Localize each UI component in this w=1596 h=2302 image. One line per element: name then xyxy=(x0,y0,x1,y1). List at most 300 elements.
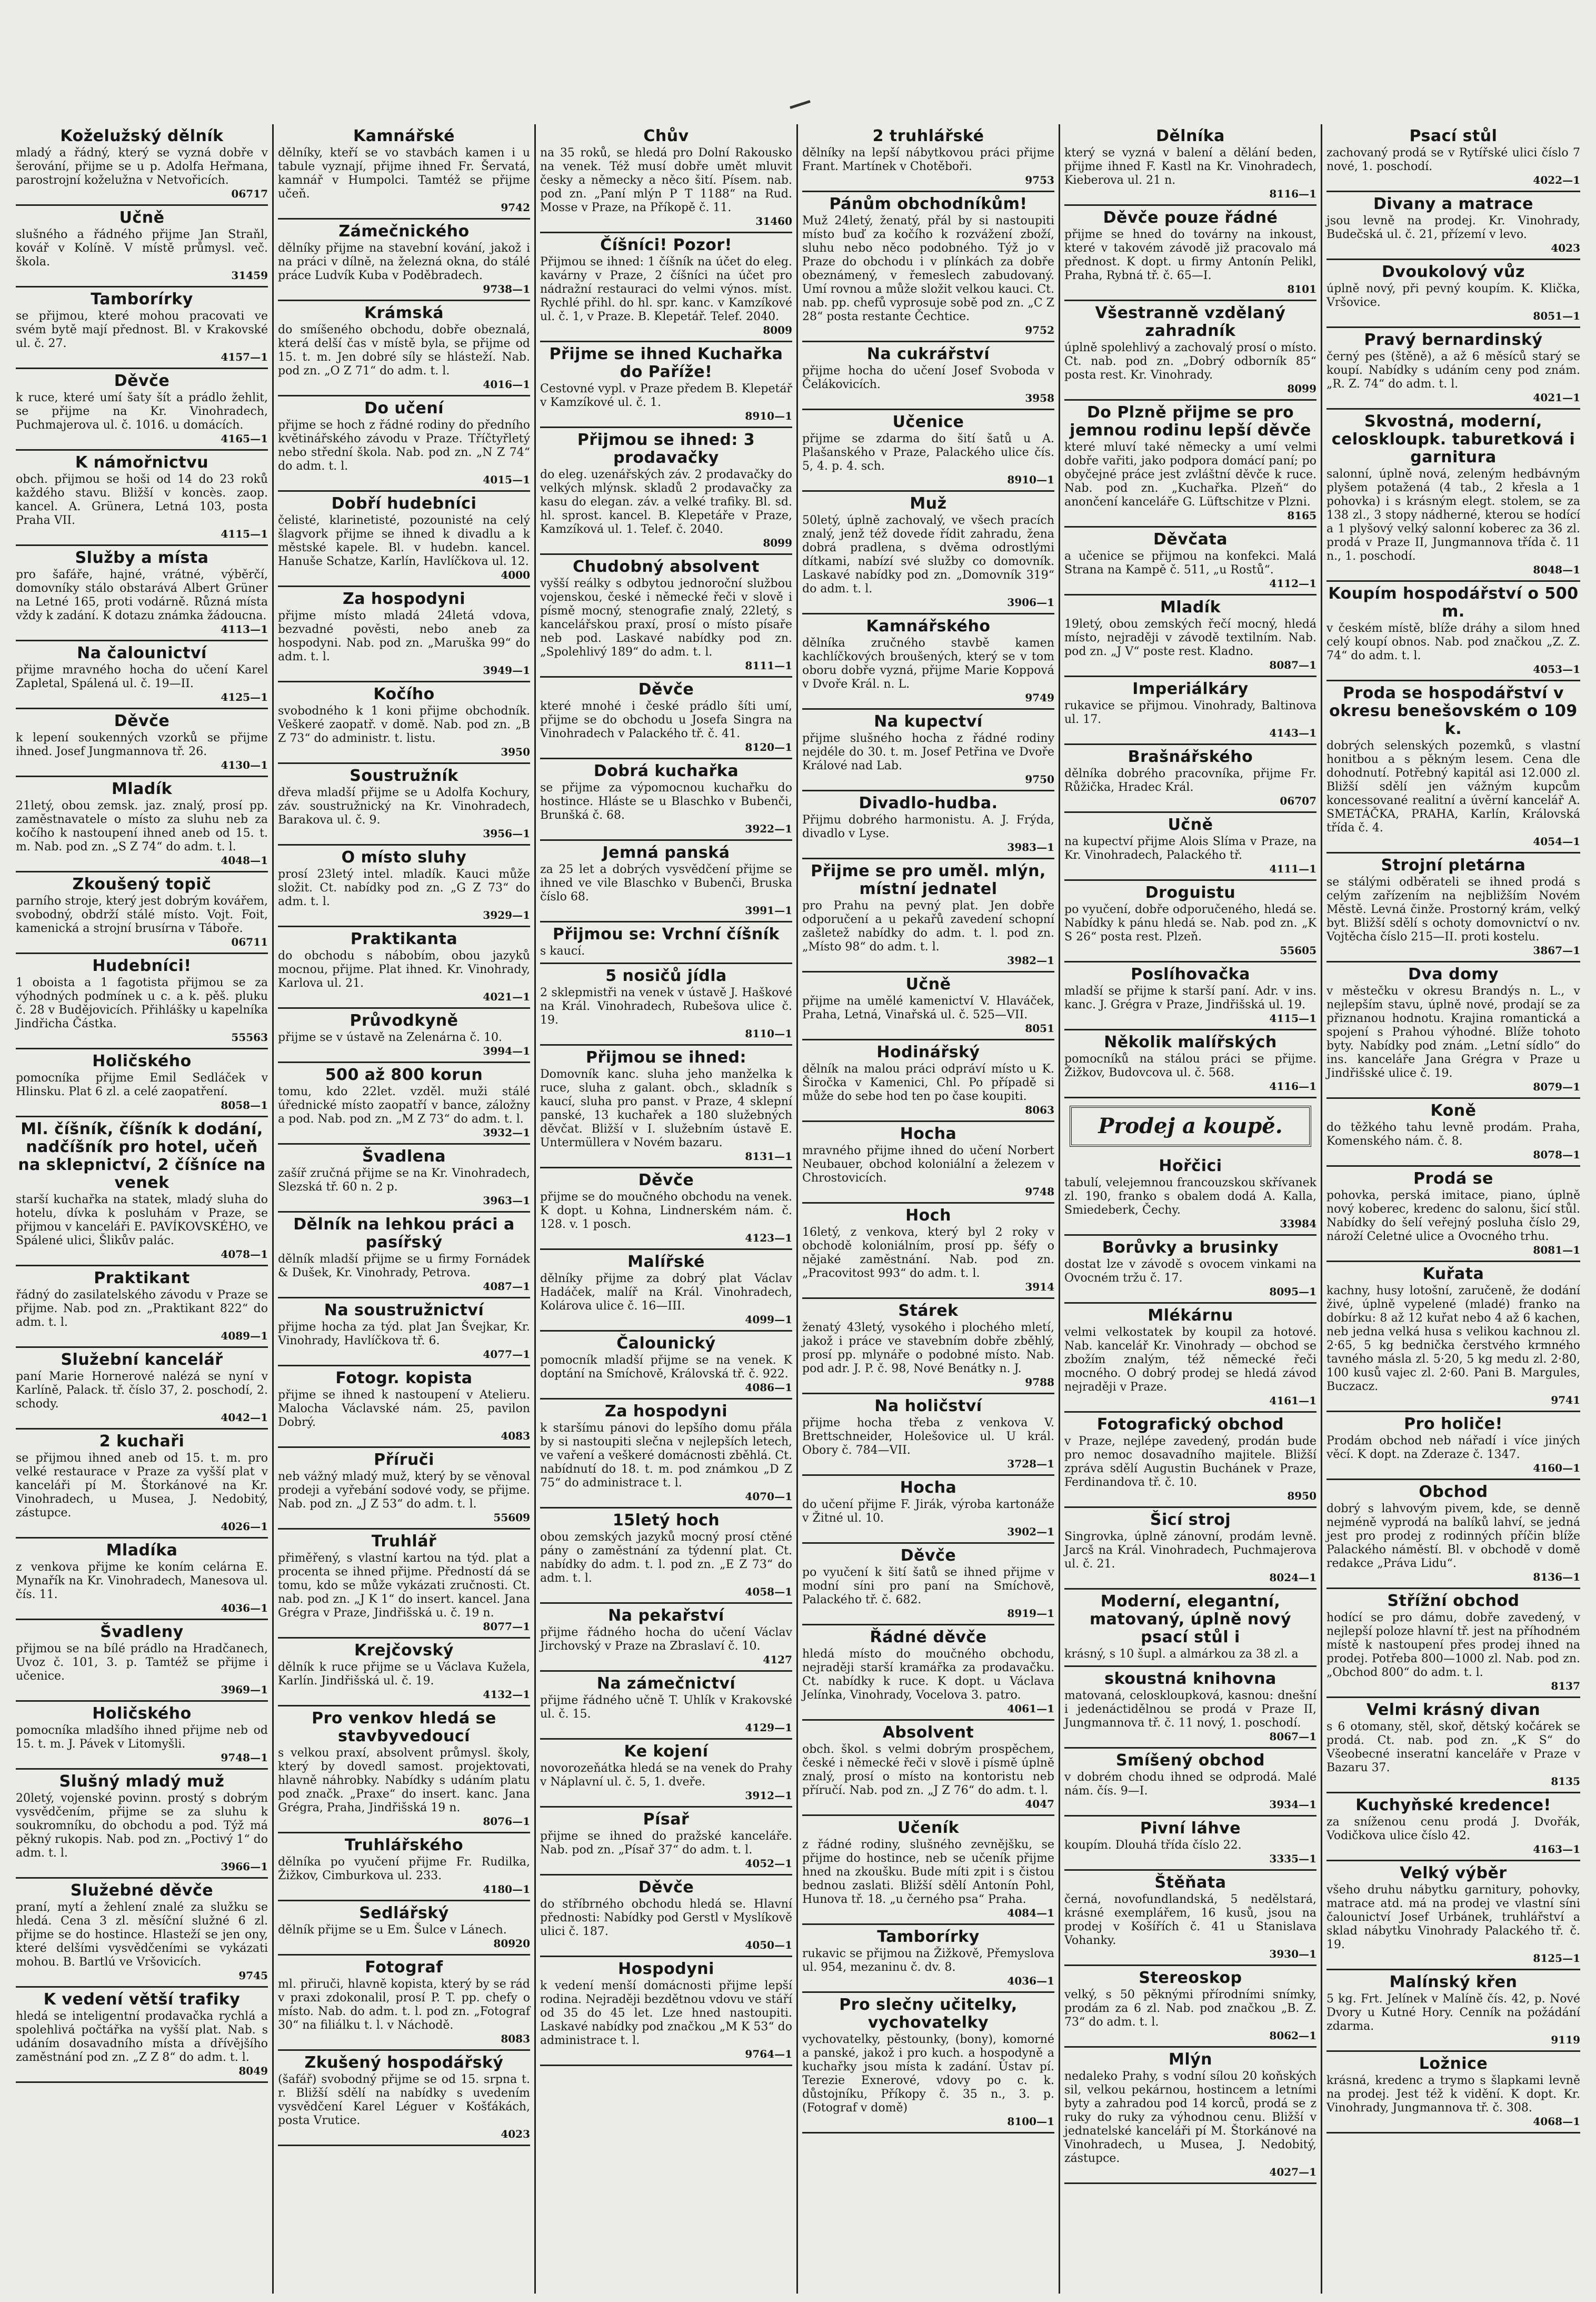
classified-ad xyxy=(802,124,1054,192)
classified-ad xyxy=(1064,677,1316,745)
classified-ad xyxy=(16,1702,268,1770)
classified-ad xyxy=(278,1833,530,1901)
ad-title: Strojní pletárna xyxy=(1381,856,1526,875)
ad-body: hledá místo do moučného obchodu, nejraději starší kramářka za prodavačku. Ct. nabídky k ruce. K dopt. u Václava Jelínka, Vinohrady, Vocelova 3. patro. xyxy=(802,1648,1054,1702)
classified-ad xyxy=(802,1040,1054,1122)
ad-title: Služby a místa xyxy=(75,549,209,567)
ad-title: Na holičství xyxy=(874,1397,982,1415)
ad-code: 4048—1 xyxy=(221,854,268,867)
classified-ad xyxy=(1064,1030,1316,1098)
ad-title: Hudebníci! xyxy=(92,957,192,975)
ad-title: 500 až 800 korun xyxy=(325,1066,483,1084)
ad-title: 15letý hoch xyxy=(612,1511,720,1530)
ad-code: 31460 xyxy=(755,215,792,227)
classified-ad xyxy=(1326,1698,1580,1793)
ad-title: Zkušený hospodářský xyxy=(304,2053,504,2072)
classified-ad xyxy=(16,1348,268,1430)
ad-code: 4111—1 xyxy=(1269,862,1316,875)
classified-ad xyxy=(278,220,530,301)
ad-code: 8165 xyxy=(1287,509,1316,522)
ad-body: přijmou se na bílé prádlo na Hradčanech, Uvoz č. 101, 3. p. Tamtéž se přijme i učenice. xyxy=(16,1642,268,1683)
classified-ad xyxy=(540,1957,792,2066)
ad-code: 80920 xyxy=(493,1937,530,1950)
ad-code: 4077—1 xyxy=(483,1348,530,1361)
classified-ad xyxy=(1326,963,1580,1099)
ad-body: pohovka, perská imitace, piano, úplně nový koberec, kredenc do salonu, šicí stůl. Nabídky do šelí veřejný posluha číslo 29, nároží Celetné ulice a Ovocného trhu. xyxy=(1326,1189,1580,1243)
classified-ad xyxy=(540,428,792,555)
ad-body: dobrý s lahvovým pivem, kde, se denně nejméně vyprodá na balíků lahví, se jedná jest pro prodej z rodinných příčin blíže Palackého náměstí. Bl. v obchodě v domě redakce „Práva Lidu“. xyxy=(1326,1502,1580,1570)
ad-code: 31459 xyxy=(231,269,268,282)
ad-code: 4157—1 xyxy=(221,351,268,363)
ad-code: 8078—1 xyxy=(1533,1148,1580,1161)
ad-title: Proda se hospodářství v okresu benešovském o 109 k. xyxy=(1329,684,1578,738)
ad-code: 3902—1 xyxy=(1007,1525,1054,1538)
ad-code: 4036—1 xyxy=(221,1602,268,1614)
ad-title: Kočího xyxy=(373,685,435,703)
ad-body: všeho druhu nábytku garnitury, pohovky, matrace atd. má na prodej ve vlastní síni čalounictví Josef Urbánek, truhlářství a sklad nábytku Vinohrady Palackého tř. č. 19. xyxy=(1326,1883,1580,1951)
ad-code: 8079—1 xyxy=(1533,1080,1580,1093)
column-5 xyxy=(1060,124,1322,2294)
ad-title: Hocha xyxy=(900,1479,957,1497)
ad-code: 4089—1 xyxy=(221,1329,268,1342)
ad-code: 4087—1 xyxy=(483,1280,530,1293)
classified-ad xyxy=(16,641,268,709)
ad-body: k staršímu pánovi do lepšího domu přála by si nastoupiti slečna v nejlepších letech, ve vaření a veškeré domácnosti zběhlá. Ct. nabídnutí do 18. t. m. pod známkou „D Z 75“ do administrace t. l. xyxy=(540,1422,792,1490)
ad-body: přijme se zdarma do šití šatů u A. Plašanského v Praze, Palackého ulice čís. 5, 4. p. 4. sch. xyxy=(802,432,1054,473)
classified-ad xyxy=(540,233,792,342)
classified-ad xyxy=(540,342,792,428)
ad-title: Skvostná, moderní, celoskloupk. taburetková i garnitura xyxy=(1331,412,1575,467)
ad-code: 4163—1 xyxy=(1533,1843,1580,1856)
ad-body: praní, mytí a žehlení znalé za služku se hledá. Cena 3 zl. měsíční služné 6 zl. přijme se do hostince. Hlasteží se jen ony, které delšími vysvědčeními se vykázati mohou. B. Bartlú ve Vršovicích. xyxy=(16,1901,268,1969)
ad-title: Koželužský dělník xyxy=(60,127,224,145)
ad-body: 2 sklepmistři na venek v ústavě J. Haškové na Král. Vinohradech, Rubešova ulice č. 19. xyxy=(540,986,792,1027)
classified-ad xyxy=(16,546,268,641)
ad-code: 8910—1 xyxy=(1007,473,1054,486)
classified-ad xyxy=(1064,528,1316,596)
ad-code: 9748—1 xyxy=(221,1751,268,1764)
ad-body: zašíř zručná přijme se na Kr. Vinohradech, Slezská tř. 60 n. 2 p. xyxy=(278,1167,530,1194)
ad-body: novorozeňátka hledá se na venek do Prahy v Náplavní ul. č. 5, 1. dveře. xyxy=(540,1762,792,1789)
ad-body: velký, s 50 pěknými přírodními snímky, prodám za 6 zl. Nab. pod značkou „B. Z. 73“ do adm. t. l. xyxy=(1064,1988,1316,2029)
classified-ad xyxy=(278,846,530,927)
ad-code: 33984 xyxy=(1280,1217,1316,1230)
ad-body: přijme hocha třeba z venkova V. Brettschneider, Holešovice ul. U král. Obory č. 784—VII. xyxy=(802,1416,1054,1457)
classified-ad xyxy=(1064,1304,1316,1413)
ad-code: 4023 xyxy=(501,2128,530,2140)
ad-title: Přijmou se ihned: 3 prodavačky xyxy=(577,431,755,467)
ad-code: 8048—1 xyxy=(1533,563,1580,576)
ad-title: Praktikanta xyxy=(350,930,458,948)
ad-code: 4022—1 xyxy=(1533,174,1580,186)
ad-body: rukavic se přijmou na Žižkově, Přemyslova ul. 954, mezaninu č. dv. 8. xyxy=(802,1947,1054,1974)
ad-title: Děvče xyxy=(114,712,170,730)
ad-body: krásná, kredenc a trymo s šlapkami levně na prodej. Jest též k vidění. K dopt. Kr. Vinohrady, Jungmannova tř. č. 308. xyxy=(1326,2074,1580,2115)
classified-ad xyxy=(540,555,792,678)
ad-code: 06711 xyxy=(231,936,268,948)
ad-code: 3728—1 xyxy=(1007,1457,1054,1470)
ad-code: 4023 xyxy=(1551,242,1580,254)
ad-title: Sedlářský xyxy=(359,1904,449,1922)
ad-title: Kuřata xyxy=(1422,1265,1484,1283)
ad-body: velmi velkostatek by koupil za hotové. Nab. kancelář Kr. Vinohrady — obchod se zbožím znalým, též německé řeči mocného. O dobrý prodej se hledá závod nejraději v Praze. xyxy=(1064,1326,1316,1394)
classified-ad xyxy=(540,841,792,922)
ad-title: Několik malířských xyxy=(1104,1033,1277,1051)
ad-code: 8910—1 xyxy=(745,410,792,422)
ad-code: 4070—1 xyxy=(745,1490,792,1503)
ad-body: nedaleko Prahy, s vodní sílou 20 koňských sil, velkou pekárnou, hostincem a letními byty a zahradou pod 14 korců, prodá se z ruky do ruky za výhodnou cenu. Bližší v jednatelské kanceláři pí M. Štorkánové na Vinohradech, u Musea, J. Nedobitý, zástupce. xyxy=(1064,2070,1316,2165)
ad-title: K námořnictvu xyxy=(75,453,209,472)
ad-code: 4027—1 xyxy=(1269,2166,1316,2178)
ad-title: Pro venkov hledá se stavbyvedoucí xyxy=(312,1709,496,1745)
classified-ad xyxy=(16,1117,268,1266)
ad-title: Děvče xyxy=(638,1878,694,1897)
classified-ad xyxy=(278,301,530,396)
ad-title: Přijmou se ihned: xyxy=(586,1048,746,1067)
classified-ad xyxy=(278,1009,530,1063)
ad-body: přiměřený, s vlastní kartou na týd. plat a procenta se ihned přijme. Předností dá se tomu, kdo se může vykázati zručnosti. Ct. nab. pod zn. „J K 1“ do insert. kancel. Jana Grégra v Praze, Jindřišská u. č. 19 n. xyxy=(278,1552,530,1620)
ad-title: Muž xyxy=(910,494,947,513)
ad-code: 8049 xyxy=(238,2065,268,2077)
classified-ad xyxy=(278,1901,530,1956)
ad-code: 8099 xyxy=(1287,382,1316,395)
ad-title: Přijmou se: Vrchní číšník xyxy=(553,925,780,944)
ad-code: 8063 xyxy=(1025,1104,1054,1116)
classified-ad xyxy=(1326,1167,1580,1262)
ad-title: Na pekařství xyxy=(608,1606,724,1625)
ad-title: Smíšený obchod xyxy=(1115,1751,1265,1770)
classified-ad xyxy=(16,709,268,777)
ad-title: Do učení xyxy=(364,399,444,418)
ad-code: 4143—1 xyxy=(1269,727,1316,739)
ad-body: se přijme za výpomocnou kuchařku do hostince. Hláste se u Blaschko v Bubenči, Brunšká č. 68. xyxy=(540,781,792,822)
ad-code: 9764—1 xyxy=(745,2048,792,2060)
ad-body: hledá se inteligentní prodavačka rychlá a spolehlivá počtářka na vyšší plat. Nab. s udáním dosavadního místa a dřívějšího zaměstnání pod zn. „Z Z 8“ do adm. t. l. xyxy=(16,2010,268,2064)
ad-code: 3932—1 xyxy=(483,1126,530,1139)
classified-columns xyxy=(12,124,1584,2294)
classified-ad xyxy=(802,1925,1054,1993)
ad-code: 8136—1 xyxy=(1533,1571,1580,1583)
ad-code: 8024—1 xyxy=(1269,1571,1316,1584)
ad-body: neb vážný mladý muž, který by se věnoval prodeji a vyřebání sodové vody, se přijme. Nab. pod zn. „J Z 53“ do adm. t. l. xyxy=(278,1470,530,1511)
ad-title: Pro slečny učitelky, vychovatelky xyxy=(839,1996,1018,2032)
classified-ad xyxy=(802,492,1054,614)
ad-code: 4116—1 xyxy=(1269,1080,1316,1093)
ad-title: Děvče pouze řádné xyxy=(1103,209,1278,227)
ad-body: dělníky přijme na stavební kování, jakož i na práci v dílně, na železná okna, do stálé práce Ludvík Kuba v Poděbradech. xyxy=(278,242,530,282)
ad-body: do eleg. uzenářských záv. 2 prodavačky do velkých mlýnsk. skladů 2 prodavačky za kasu do elegan. záv. a velké trafiky. Bl. sd. hl. sprost. kancel. B. Klepetáře v Praze, Kamzíková ul. 1. Telef. č. 2040. xyxy=(540,468,792,536)
ad-body: a učenice se přijmou na konfekci. Malá Strana na Kampě č. 511, „u Rostů“. xyxy=(1064,550,1316,577)
ad-title: Čalounický xyxy=(616,1334,716,1353)
ad-code: 9119 xyxy=(1551,2033,1580,2046)
ad-code: 8116—1 xyxy=(1269,187,1316,200)
classified-ad xyxy=(278,396,530,492)
classified-ad xyxy=(1326,124,1580,192)
ad-body: ml. přiruči, hlavně kopista, který by se rád v praxi zdokonalil, prosí P. T. pp. chefy o místo. Nab. do adm. t. l. pod zn. „Fotograf 30“ na filiálku t. l. v Náchodě. xyxy=(278,1978,530,2032)
ad-body: k ruce, které umí šaty šít a prádlo žehlit, se přijme na Kr. Vinohradech, Puchmajerova ul. č. 1016. u domácích. xyxy=(16,391,268,432)
ad-body: do stříbrného obchodu hledá se. Hlavní přednosti: Nabídky pod Gerstl v Myslíkově ulici č. 187. xyxy=(540,1898,792,1938)
ad-title: Chudobný absolvent xyxy=(573,558,760,576)
ad-code: 06707 xyxy=(1280,795,1316,807)
ad-body: Singrovka, úplně zánovní, prodám levně. Jarcš na Král. Vinohradech, Puchmajerova ul. č. 21. xyxy=(1064,1530,1316,1571)
classified-ad xyxy=(1326,1262,1580,1412)
classified-ad xyxy=(540,678,792,759)
ad-body: v českém místě, blíže dráhy a silom hned celý koupí obnos. Nab. pod značkou „Z. Z. 74“ do adm. t. l. xyxy=(1326,622,1580,662)
ad-code: 4083 xyxy=(501,1430,530,1442)
ad-title: Na čalounictví xyxy=(77,644,207,662)
ad-title: 2 kuchaři xyxy=(99,1432,185,1451)
ad-title: Fotogr. kopista xyxy=(335,1369,473,1387)
ad-code: 4050—1 xyxy=(745,1939,792,1951)
ad-code: 4052—1 xyxy=(745,1857,792,1870)
classified-ad xyxy=(1326,410,1580,582)
ad-body: který se vyzná v balení a dělání beden, přijme ihned F. Kastl na Kr. Vinohradech, Kieberova ul. 21 n. xyxy=(1064,146,1316,187)
ad-code: 9738—1 xyxy=(483,283,530,295)
classified-ad xyxy=(540,1876,792,1957)
ad-title: Truhlář xyxy=(371,1532,437,1551)
ad-code: 8077—1 xyxy=(483,1620,530,1633)
ad-body: dělník k ruce přijme se u Václava Kužela, Karlín. Jindřišská ul. č. 19. xyxy=(278,1661,530,1688)
ad-title: Brašnářského xyxy=(1128,748,1253,766)
ad-title: Číšníci! Pozor! xyxy=(600,236,732,254)
ad-title: Ml. číšník, číšník k dodání, nadčíšník pro hotel, učeň na sklepnictví, 2 číšníce na venek xyxy=(18,1120,266,1192)
ad-body: mladý a řádný, který se vyzná dobře v šerování, přijme se u p. Adolfa Heřmana, parostrojní koželužna v Netvořicích. xyxy=(16,146,268,187)
ad-code: 55609 xyxy=(493,1511,530,1524)
ad-title: Štěňata xyxy=(1154,1873,1226,1892)
classified-ad xyxy=(540,1046,792,1168)
ad-title: Holičského xyxy=(92,1052,192,1070)
ad-title: Pánům obchodníkům! xyxy=(829,195,1028,213)
ad-body: tomu, kdo 22let. vzděl. muži stálé úřednické místo zaopatří v bance, záložny a pod. Nab. pod zn. „M Z 73“ do adm. t. l. xyxy=(278,1085,530,1126)
ad-title: Mlýn xyxy=(1168,2050,1213,2069)
column-4 xyxy=(798,124,1060,2294)
classified-ad xyxy=(802,1394,1054,1476)
classified-ad xyxy=(540,1400,792,1509)
classified-ad xyxy=(1064,301,1316,401)
ad-title: Hodinářský xyxy=(876,1043,980,1061)
classified-ad xyxy=(1064,124,1316,206)
ad-title: Truhlářského xyxy=(344,1836,464,1854)
ad-code: 3982—1 xyxy=(1007,954,1054,967)
ad-body: úplně spolehlivý a zachovalý prosí o místo. Ct. nab. pod zn. „Dobrý odborník 85“ posta rest. Kr. Vinohrady. xyxy=(1064,341,1316,382)
ad-body: (šafář) svobodný přijme se od 15. srpna t. r. Bližší sdělí na nabídky s uvedením vysvědčení Karel Léguer v Košťákách, posta Vrutice. xyxy=(278,2073,530,2127)
ad-title: Malínský křen xyxy=(1389,1973,1518,1991)
ad-code: 8099 xyxy=(763,537,792,549)
ad-body: za 25 let a dobrých vysvědčení přijme se ihned ve vile Blaschko v Bubenči, Bruska číslo 68. xyxy=(540,863,792,904)
ad-body: dělník mladší přijme se u firmy Fornádek & Dušek, Kr. Vinohrady, Petrova. xyxy=(278,1253,530,1279)
classified-ad xyxy=(802,192,1054,342)
ad-code: 8919—1 xyxy=(1007,1607,1054,1620)
ad-code: 3966—1 xyxy=(221,1860,268,1873)
ad-title: Děvče xyxy=(638,680,694,699)
ad-code: 8095—1 xyxy=(1269,1285,1316,1298)
ad-code: 8009 xyxy=(763,324,792,336)
ad-body: dělník na malou práci odpráví místo u K. Širočka v Kamenici, Chl. Po případě si může do sebe hod ten po čase koupiti. xyxy=(802,1063,1054,1103)
classified-ad xyxy=(802,1299,1054,1394)
classified-ad xyxy=(802,1544,1054,1625)
ad-title: Učně xyxy=(905,975,951,994)
classified-ad xyxy=(802,1816,1054,1925)
ad-code: 3929—1 xyxy=(483,909,530,921)
ad-body: černá, novofundlandská, 5 nedělstará, krásné exemplářem, 16 kusů, jsou na prodej v Košířích č. 41 u Stanislava Vohanky. xyxy=(1064,1893,1316,1947)
ad-body: 20letý, vojenské povinn. prostý s dobrým vysvědčením, přijme se za sluhu k soukromníku, do obchodu a pod. Týž má pěkný rukopis. Nab. pod zn. „Poctivý 1“ do adm. t. l. xyxy=(16,1792,268,1860)
classified-ad xyxy=(802,342,1054,410)
ad-title: Dva domy xyxy=(1408,965,1499,984)
ad-code: 3994—1 xyxy=(483,1045,530,1057)
column-1 xyxy=(12,124,274,2294)
ad-title: Na kupectví xyxy=(874,712,983,731)
ad-body: řádný do zasilatelského závodu v Praze se přijme. Nab. pod zn. „Praktikant 822“ do adm. t. l. xyxy=(16,1288,268,1329)
ad-title: Mladíka xyxy=(106,1541,178,1560)
ad-code: 8110—1 xyxy=(745,1027,792,1040)
ad-body: dělníky na lepší nábytkovou práci přijme Frant. Martínek v Chotěboři. xyxy=(802,146,1054,173)
ad-code: 3949—1 xyxy=(483,664,530,677)
classified-ad xyxy=(1326,1099,1580,1167)
ad-title: Švadlena xyxy=(362,1147,446,1166)
ad-code: 4021—1 xyxy=(1533,391,1580,404)
ad-title: Zkoušený topič xyxy=(72,875,212,894)
ad-title: 2 truhlářské xyxy=(872,127,984,145)
classified-ad xyxy=(540,922,792,964)
classified-ad xyxy=(278,1145,530,1213)
ad-body: Domovník kanc. sluha jeho manželka k ruce, sluha z galant. obch., skladník s kaucí, sluha pro panst. v Praze, 4 sklepní panské, 13 kuchařek a 180 služebných děvčat. Bližší v I. služebním ústavě E. Untermüllera v Novém bazaru. xyxy=(540,1068,792,1149)
ad-title: Dvoukolový vůz xyxy=(1381,263,1525,281)
ad-body: parního stroje, který jest dobrým kovářem, svobodný, obdrží stálé místo. Vojt. Foit, kamenická a strojní brusírna v Táboře. xyxy=(16,895,268,935)
ad-title: Borůvky a brusinky xyxy=(1102,1238,1279,1257)
ad-code: 8062—1 xyxy=(1269,2029,1316,2042)
ad-body: matovaná, celoskloupková, kasnou: dnešní i jedenáctidělnou se prodá v Praze II, Jungmannova tř. č. 11 nový, 1. poschodí. xyxy=(1064,1689,1316,1730)
ad-title: Absolvent xyxy=(882,1723,974,1742)
ad-code: 4068—1 xyxy=(1533,2115,1580,2128)
ad-body: úplně nový, při pevný koupím. K. Klička, Vršovice. xyxy=(1326,282,1580,309)
classified-ad xyxy=(16,451,268,546)
ad-code: 8135 xyxy=(1551,1775,1580,1788)
ad-title: Na soustružnictví xyxy=(324,1301,484,1319)
ad-title: Jemná panská xyxy=(602,844,730,862)
ad-body: v městečku v okresu Brandýs n. L., v nejlepším stavu, úplně nové, prodají se za přiznanou hodnotu. Krajina romantická a spojení s Prahou výhodné. Blíže tohoto byty. Nabídky pod znám. „Letní sídlo“ do ins. kanceláře Jana Grégra v Praze u Jindřišské ulice č. 19. xyxy=(1326,985,1580,1080)
ad-code: 3963—1 xyxy=(483,1194,530,1207)
classified-ad xyxy=(16,1988,268,2083)
ad-body: s kaucí. xyxy=(540,945,585,958)
ad-code: 4099—1 xyxy=(745,1313,792,1326)
ad-body: Přijmu dobrého harmonistu. A. J. Frýda, divadlo v Lyse. xyxy=(802,813,1054,840)
ad-body: po vyučení, dobře odporučeného, hledá se. Nabídky k pánu hledá se. Nab. pod zn. „K S 26“ posta rest. Plzeň. xyxy=(1064,903,1316,944)
classified-ad xyxy=(1064,1413,1316,1508)
ad-title: Stárek xyxy=(898,1302,959,1320)
ad-code: 4086—1 xyxy=(745,1381,792,1394)
ad-body: přijme se do moučného obchodu na venek. K dopt. u Kohna, Lindnerském nám. č. 128. v. 1 posch. xyxy=(540,1190,792,1231)
ad-code: 3950 xyxy=(501,746,530,758)
ad-title: Do Plzně přijme se pro jemnou rodinu lepší děvče xyxy=(1070,403,1311,440)
ad-body: krásný, s 10 šupl. a almárkou za 38 zl. a xyxy=(1064,1648,1299,1661)
ad-title: 5 nosičů jídla xyxy=(605,967,727,985)
ad-title: Za hospodyni xyxy=(342,590,466,608)
ad-code: 8137 xyxy=(1551,1680,1580,1692)
ad-code: 9748 xyxy=(1025,1185,1054,1198)
classified-ad xyxy=(278,1213,530,1298)
ad-code: 4165—1 xyxy=(221,432,268,445)
classified-ad xyxy=(540,964,792,1046)
ad-body: přijme se ihned do pražské kanceláře. Nab. pod zn. „Písař 37“ do adm. t. l. xyxy=(540,1830,792,1857)
ad-body: obou zemských jazyků mocný prosí ctěné pány o zaměstnání za týdenní plat. Ct. nabídky do adm. t. l. pod zn. „E Z 73“ do adm. t. l. xyxy=(540,1531,792,1585)
classified-ad xyxy=(1326,328,1580,410)
ad-body: 50letý, úplně zachovalý, ve všech pracích znalý, jenž též dovede řídit zahradu, žena dobrá pradlena, s dvěma odrostlými dítkami, nabízí své služby co domovník. Laskavé nabídky pod zn. „Domovník 319“ do adm. t. l. xyxy=(802,514,1054,596)
ad-body: dělníka zručného stavbě kamen kachlíčkových broušených, který se v tom oboru dobře vyzná, přijme Marie Koppová v Dvoře Král. n. L. xyxy=(802,637,1054,691)
classified-ad xyxy=(802,710,1054,791)
ad-body: salonní, úplně nová, zeleným hedbávným plyšem potažená (4 tab., 2 křesla a 1 pohovka) i s krásným elegt. stolem, se za 138 zl., 3 stopy nádherné, kterou se hodící a 1 plyšový velký salonní koberec za 36 zl. prodá v Praze II, Jungmannova třída č. 11 n., 1. poschodí. xyxy=(1326,468,1580,563)
ad-body: prosí 23letý intel. mladík. Kauci může složit. Ct. nabídky pod zn. „G Z 73“ do adm. t. l. xyxy=(278,868,530,908)
ad-body: 21letý, obou zemsk. jaz. znalý, prosí pp. zaměstnavatele o místo za sluhu neb za kočího k nastoupení ihned aneb od 15. t. m. Nab. pod zn. „S Z 74“ do adm. t. l. xyxy=(16,799,268,854)
ad-body: 1 oboista a 1 fagotista přijmou se za výhodných podmínek u c. a k. pěš. pluku č. 28 v Budějovicích. Přihlášky u kapelníka Jindřicha Částka. xyxy=(16,976,268,1030)
ad-title: Dělník na lehkou práci a pasířský xyxy=(293,1215,515,1252)
ad-body: přijme se hoch z řádné rodiny do předního květinářského závodu v Praze. Tříčtyřletý nebo střední škola. Nab. pod zn. „N Z 74“ do adm. t. l. xyxy=(278,419,530,473)
classified-ad xyxy=(278,1530,530,1639)
ad-body: které mnohé i české prádlo šíti umí, přijme se do obchodu u Josefa Singra na Vinohradech v Palackého tř. č. 41. xyxy=(540,700,792,740)
classified-ad xyxy=(16,287,268,369)
classified-ad xyxy=(540,759,792,841)
ad-code: 4016—1 xyxy=(483,378,530,391)
ad-body: svobodného k 1 koni přijme obchodník. Veškeré zaopatř. v domě. Nab. pod zn. „B Z 73“ do administr. t. listu. xyxy=(278,705,530,745)
ad-code: 8081—1 xyxy=(1533,1244,1580,1256)
ad-code: 4129—1 xyxy=(745,1721,792,1734)
ad-title: Imperiálkáry xyxy=(1132,680,1249,698)
classified-ad xyxy=(1064,881,1316,963)
ad-body: s velkou praxí, absolvent průmysl. školy, který by dovedl samost. projektovati, hlavně náhrobky. Nabídky s udáním platu pod značk. „Praxe“ do insert. kanc. Jana Grégra, Praha, Jindřišská 19 n. xyxy=(278,1747,530,1814)
classified-ad xyxy=(1064,813,1316,881)
ad-title: Obchod xyxy=(1419,1483,1488,1501)
ad-body: se přijmou, které mohou pracovati ve svém bytě mají přednost. Bl. v Krakovské ul. č. 27. xyxy=(16,310,268,350)
ad-body: přijme hocha do učení Josef Svoboda v Čelákovicích. xyxy=(802,364,1054,391)
classified-ad xyxy=(16,124,268,206)
ad-body: obch. škol. s velmi dobrým prospěchem, české i německé řeči v slově i písmě úplně znalý, prosí o místo na kontoristu neb příručí. Nab. pod zn. „J Z 76“ do adm. t. l. xyxy=(802,1743,1054,1797)
ad-title: Příruči xyxy=(374,1451,434,1469)
ad-code: 3930—1 xyxy=(1269,1948,1316,1960)
classified-ad xyxy=(1064,1667,1316,1749)
ad-title: Mladík xyxy=(111,780,173,798)
ad-body: k vedení menší domácnosti přijme lepší rodina. Nejraději bezdětnou vdovu ve stáří od 35 do 45 let. Lze hned nastoupiti. Laskavé nabídky pod značkou „M K 53“ do administrace t. l. xyxy=(540,1979,792,2047)
ad-body: z řádné rodiny, slušného zevnějšku, se přijme do hostince, neb se učeník přijme hned na zkoušku. Bude míti zpit i s čistou bednou zaslati. Bližší sdělí Antonín Pohl, Hunova tř. 18. „u černého psa“ Praha. xyxy=(802,1838,1054,1906)
section-heading-sale-purchase: Prodej a koupě. xyxy=(1070,1106,1311,1147)
ad-code: 4053—1 xyxy=(1533,663,1580,676)
ad-body: dělník přijme se u Em. Šulce v Lánech. xyxy=(278,1923,507,1937)
classified-ad xyxy=(802,1122,1054,1204)
classified-ad xyxy=(1064,1817,1316,1871)
classified-ad xyxy=(278,1063,530,1145)
ad-title: Mladík xyxy=(1160,598,1221,617)
ad-code: 4125—1 xyxy=(221,691,268,703)
classified-ad xyxy=(1326,1412,1580,1480)
ad-title: Krámská xyxy=(364,304,444,322)
classified-ad xyxy=(1326,2052,1580,2134)
ad-title: Holičského xyxy=(92,1704,192,1723)
column-6 xyxy=(1322,124,1584,2294)
ad-title: Poslíhovačka xyxy=(1131,965,1250,984)
ad-body: rukavice se přijmou. Vinohrady, Baltinova ul. 17. xyxy=(1064,699,1316,726)
ad-code: 4058—1 xyxy=(745,1585,792,1598)
ad-code: 4026—1 xyxy=(221,1520,268,1533)
ad-title: Hospodyni xyxy=(618,1960,714,1978)
ad-body: mravného přijme ihned do učení Norbert Neubauer, obchod koloniální a železem v Chrostovicích. xyxy=(802,1144,1054,1185)
ad-code: 8058—1 xyxy=(221,1099,268,1112)
ad-title: Kamnářského xyxy=(866,617,991,636)
classified-ad xyxy=(1326,681,1580,854)
ad-code: 9750 xyxy=(1025,773,1054,786)
ad-title: Šicí stroj xyxy=(1150,1511,1231,1529)
classified-ad xyxy=(16,1266,268,1348)
classified-ad xyxy=(1326,1970,1580,2052)
ad-code: 4021—1 xyxy=(483,990,530,1003)
ad-code: 9752 xyxy=(1025,324,1054,336)
